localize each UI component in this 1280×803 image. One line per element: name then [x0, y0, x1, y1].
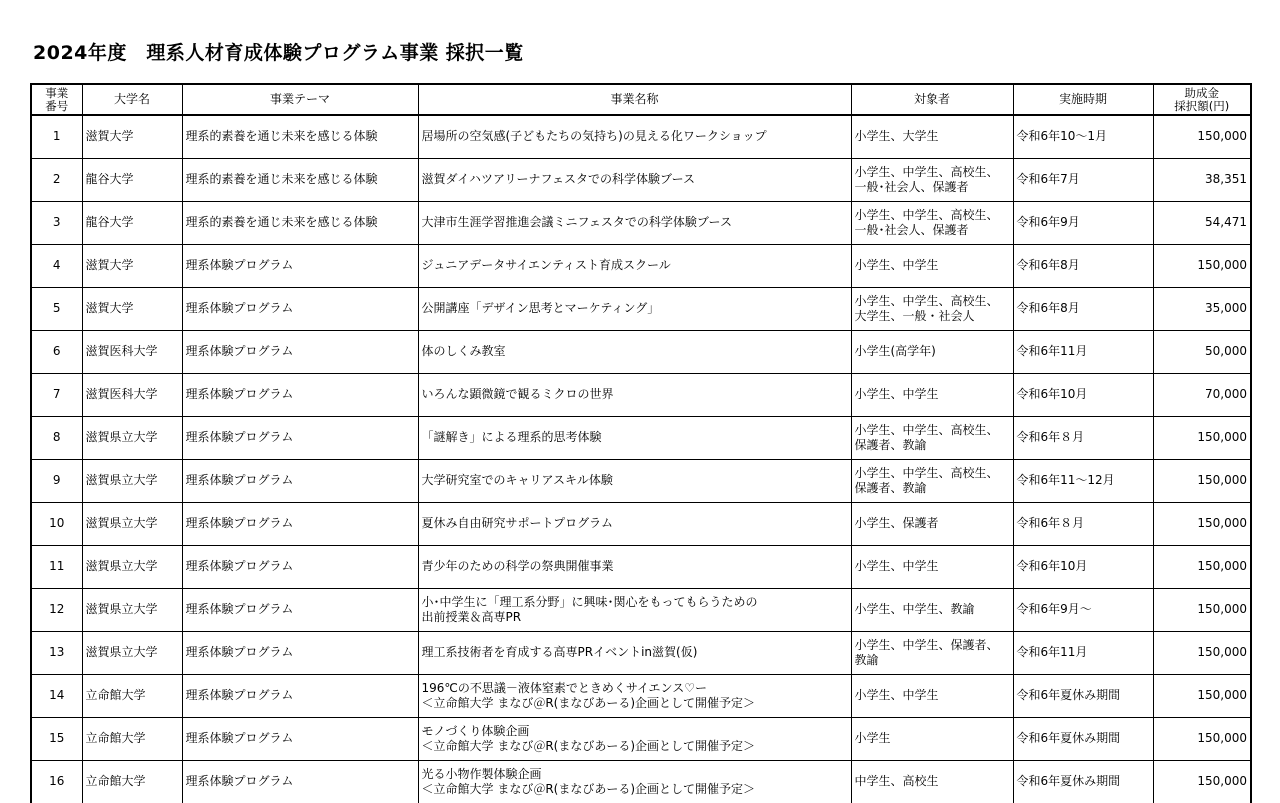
page-title: 2024年度 理系人材育成体験プログラム事業 採択一覧: [33, 42, 524, 64]
cell-amount: 150,000: [1153, 588, 1251, 631]
cell-name: [418, 674, 851, 717]
cell-name: [418, 459, 851, 502]
header-amount-line1: 助成金: [1184, 85, 1219, 100]
cell-name: [418, 545, 851, 588]
cell-period: 令和6年8月: [1013, 244, 1153, 287]
cell-target-line: 小学生、中学生: [854, 559, 939, 573]
table-row: [31, 244, 1251, 287]
cell-university: 龍谷大学: [82, 158, 182, 201]
cell-amount: 150,000: [1153, 502, 1251, 545]
cell-name: [418, 760, 851, 803]
cell-university: 滋賀医科大学: [82, 373, 182, 416]
cell-theme: 理系的素養を通じ未来を感じる体験: [182, 158, 418, 201]
cell-target-line: 小学生、中学生、高校生、: [854, 422, 999, 437]
cell-amount: 70,000: [1153, 373, 1251, 416]
table-row: [31, 545, 1251, 588]
cell-target: [851, 330, 1013, 373]
cell-target-line: 小学生、中学生、教諭: [854, 602, 975, 616]
cell-no: 6: [31, 330, 82, 373]
cell-university: 立命館大学: [82, 717, 182, 760]
header-amount: [1153, 84, 1251, 115]
cell-target-line: 小学生、大学生: [854, 129, 939, 144]
cell-name-line: 大学研究室でのキャリアスキル体験: [421, 473, 613, 487]
table-row: [31, 158, 1251, 201]
cell-period: 令和6年11月: [1013, 631, 1153, 674]
cell-name-line: ジュニアデータサイエンティスト育成スクール: [421, 258, 671, 272]
cell-target-line: 小学生(高学年): [854, 344, 936, 358]
cell-period: 令和6年夏休み期間: [1013, 717, 1153, 760]
table-row: [31, 760, 1251, 803]
cell-name-line: 大津市生涯学習推進会議ミニフェスタでの科学体験ブース: [421, 215, 732, 229]
cell-no: 13: [31, 631, 82, 674]
cell-university: 龍谷大学: [82, 201, 182, 244]
cell-name: [418, 201, 851, 244]
cell-target-line: 小学生、中学生、保護者、: [854, 637, 999, 652]
cell-target-line: 小学生、中学生: [854, 258, 939, 272]
cell-amount: 150,000: [1153, 674, 1251, 717]
cell-target: [851, 115, 1013, 158]
cell-theme: 理系体験プログラム: [182, 416, 418, 459]
cell-target: [851, 158, 1013, 201]
cell-name: [418, 717, 851, 760]
cell-amount: 150,000: [1153, 760, 1251, 803]
cell-no: 11: [31, 545, 82, 588]
cell-university: 滋賀大学: [82, 244, 182, 287]
cell-amount: 35,000: [1153, 287, 1251, 330]
cell-name: [418, 287, 851, 330]
table-body: [31, 115, 1251, 803]
cell-theme: 理系体験プログラム: [182, 244, 418, 287]
cell-name: [418, 115, 851, 158]
cell-amount: 150,000: [1153, 244, 1251, 287]
cell-name-line: 小･中学生に「理工系分野」に興味･関心をもってもらうための: [421, 594, 758, 609]
cell-target: [851, 416, 1013, 459]
cell-theme: 理系体験プログラム: [182, 502, 418, 545]
cell-period: 令和6年10～1月: [1013, 115, 1153, 158]
table-row: [31, 330, 1251, 373]
cell-amount: 150,000: [1153, 631, 1251, 674]
cell-period: 令和6年10月: [1013, 545, 1153, 588]
cell-target-line: 大学生、一般・社会人: [854, 308, 975, 323]
adoption-table: [30, 83, 1252, 803]
cell-name-line: 出前授業＆高専PR: [421, 609, 522, 624]
cell-theme: 理系体験プログラム: [182, 717, 418, 760]
cell-name: [418, 631, 851, 674]
cell-name: [418, 502, 851, 545]
cell-name: [418, 588, 851, 631]
cell-theme: 理系体験プログラム: [182, 674, 418, 717]
cell-no: 8: [31, 416, 82, 459]
table-row: [31, 717, 1251, 760]
cell-target-line: 小学生、保護者: [854, 516, 939, 530]
cell-target-line: 小学生、中学生、高校生、: [854, 207, 999, 222]
table-row: [31, 287, 1251, 330]
cell-name: [418, 244, 851, 287]
header-name: 事業名称: [418, 84, 851, 115]
cell-name-line: 公開講座「デザイン思考とマーケティング」: [421, 301, 660, 315]
cell-target: [851, 244, 1013, 287]
table-row: [31, 588, 1251, 631]
header-no-line2: 番号: [45, 98, 69, 113]
cell-no: 7: [31, 373, 82, 416]
cell-target: [851, 545, 1013, 588]
cell-theme: 理系体験プログラム: [182, 459, 418, 502]
cell-period: 令和6年8月: [1013, 287, 1153, 330]
cell-name-line: 体のしくみ教室: [421, 344, 506, 358]
cell-university: 滋賀県立大学: [82, 545, 182, 588]
cell-period: 令和6年9月～: [1013, 588, 1153, 631]
header-row: [31, 84, 1251, 115]
cell-name-line: ＜立命館大学 まなび＠R(まなびあーる)企画として開催予定＞: [421, 738, 756, 753]
cell-no: 4: [31, 244, 82, 287]
cell-theme: 理系体験プログラム: [182, 545, 418, 588]
cell-theme: 理系体験プログラム: [182, 287, 418, 330]
header-period: 実施時期: [1013, 84, 1153, 115]
cell-no: 15: [31, 717, 82, 760]
cell-name-line: いろんな顕微鏡で観るミクロの世界: [421, 387, 614, 401]
cell-theme: 理系体験プログラム: [182, 330, 418, 373]
header-theme: 事業テーマ: [182, 84, 418, 115]
cell-no: 9: [31, 459, 82, 502]
cell-target: [851, 502, 1013, 545]
cell-university: 立命館大学: [82, 760, 182, 803]
cell-university: 滋賀大学: [82, 287, 182, 330]
cell-university: 立命館大学: [82, 674, 182, 717]
cell-name-line: ＜立命館大学 まなび＠R(まなびあーる)企画として開催予定＞: [421, 695, 756, 710]
cell-period: 令和6年9月: [1013, 201, 1153, 244]
cell-name-line: 理工系技術者を育成する高専PRイベントin滋賀(仮): [421, 645, 698, 659]
cell-no: 2: [31, 158, 82, 201]
cell-target-line: 小学生、中学生、高校生、: [854, 164, 999, 179]
cell-amount: 38,351: [1153, 158, 1251, 201]
cell-no: 1: [31, 115, 82, 158]
table-row: [31, 373, 1251, 416]
cell-target: [851, 674, 1013, 717]
cell-theme: 理系体験プログラム: [182, 760, 418, 803]
cell-university: 滋賀大学: [82, 115, 182, 158]
header-amount-line2: 採択額(円): [1174, 98, 1230, 113]
cell-target: [851, 588, 1013, 631]
cell-name: [418, 416, 851, 459]
cell-theme: 理系体験プログラム: [182, 373, 418, 416]
cell-no: 12: [31, 588, 82, 631]
cell-period: 令和6年11～12月: [1013, 459, 1153, 502]
table-row: [31, 674, 1251, 717]
cell-no: 10: [31, 502, 82, 545]
cell-target-line: 一般･社会人、保護者: [854, 179, 969, 194]
cell-university: 滋賀医科大学: [82, 330, 182, 373]
cell-theme: 理系的素養を通じ未来を感じる体験: [182, 115, 418, 158]
cell-period: 令和6年11月: [1013, 330, 1153, 373]
cell-no: 5: [31, 287, 82, 330]
cell-theme: 理系体験プログラム: [182, 588, 418, 631]
cell-period: 令和6年８月: [1013, 502, 1153, 545]
header-target: 対象者: [851, 84, 1013, 115]
cell-target-line: 保護者、教諭: [854, 437, 927, 452]
cell-no: 14: [31, 674, 82, 717]
cell-target-line: 教諭: [854, 652, 879, 667]
table-row: [31, 201, 1251, 244]
cell-target-line: 小学生、中学生、高校生、: [854, 293, 999, 308]
table-row: [31, 416, 1251, 459]
cell-target-line: 小学生、中学生: [854, 688, 939, 702]
cell-target-line: 一般･社会人、保護者: [854, 222, 969, 237]
cell-name-line: 青少年のための科学の祭典開催事業: [421, 559, 614, 573]
cell-university: 滋賀県立大学: [82, 416, 182, 459]
cell-name-line: 光る小物作製体験企画: [421, 766, 542, 781]
cell-target: [851, 287, 1013, 330]
cell-period: 令和6年7月: [1013, 158, 1153, 201]
cell-name-line: モノづくり体験企画: [421, 723, 530, 738]
cell-amount: 150,000: [1153, 416, 1251, 459]
cell-amount: 54,471: [1153, 201, 1251, 244]
cell-target-line: 保護者、教諭: [854, 480, 927, 495]
cell-name-line: 夏休み自由研究サポートプログラム: [421, 516, 614, 530]
cell-university: 滋賀県立大学: [82, 631, 182, 674]
cell-name: [418, 373, 851, 416]
cell-target-line: 小学生: [854, 731, 891, 745]
cell-amount: 150,000: [1153, 459, 1251, 502]
cell-target: [851, 373, 1013, 416]
cell-amount: 150,000: [1153, 545, 1251, 588]
cell-no: 3: [31, 201, 82, 244]
cell-target-line: 小学生、中学生、高校生、: [854, 465, 999, 480]
table-row: [31, 459, 1251, 502]
header-no: [31, 84, 82, 115]
table-row: [31, 631, 1251, 674]
cell-name-line: 「謎解き」による理系的思考体験: [421, 430, 602, 444]
cell-name-line: ＜立命館大学 まなび＠R(まなびあーる)企画として開催予定＞: [421, 781, 756, 796]
cell-name: [418, 158, 851, 201]
header-no-line1: 事業: [45, 85, 69, 100]
cell-theme: 理系的素養を通じ未来を感じる体験: [182, 201, 418, 244]
cell-target: [851, 459, 1013, 502]
cell-target: [851, 760, 1013, 803]
cell-no: 16: [31, 760, 82, 803]
cell-target: [851, 201, 1013, 244]
cell-period: 令和6年夏休み期間: [1013, 760, 1153, 803]
cell-target: [851, 717, 1013, 760]
cell-target: [851, 631, 1013, 674]
header-university: 大学名: [82, 84, 182, 115]
cell-period: 令和6年８月: [1013, 416, 1153, 459]
cell-target-line: 小学生、中学生: [854, 387, 939, 401]
cell-name-line: 滋賀ダイハツアリーナフェスタでの科学体験ブース: [421, 172, 695, 186]
cell-amount: 150,000: [1153, 717, 1251, 760]
cell-name: [418, 330, 851, 373]
cell-amount: 50,000: [1153, 330, 1251, 373]
cell-theme: 理系体験プログラム: [182, 631, 418, 674]
cell-university: 滋賀県立大学: [82, 588, 182, 631]
table-row: [31, 502, 1251, 545]
cell-name-line: 居場所の空気感(子どもたちの気持ち)の見える化ワークショップ: [421, 129, 767, 144]
cell-period: 令和6年夏休み期間: [1013, 674, 1153, 717]
cell-university: 滋賀県立大学: [82, 459, 182, 502]
table-row: [31, 115, 1251, 158]
cell-university: 滋賀県立大学: [82, 502, 182, 545]
cell-name-line: 196℃の不思議－液体窒素でときめくサイエンス♡ー: [421, 680, 707, 695]
cell-amount: 150,000: [1153, 115, 1251, 158]
cell-target-line: 中学生、高校生: [854, 774, 939, 789]
cell-period: 令和6年10月: [1013, 373, 1153, 416]
